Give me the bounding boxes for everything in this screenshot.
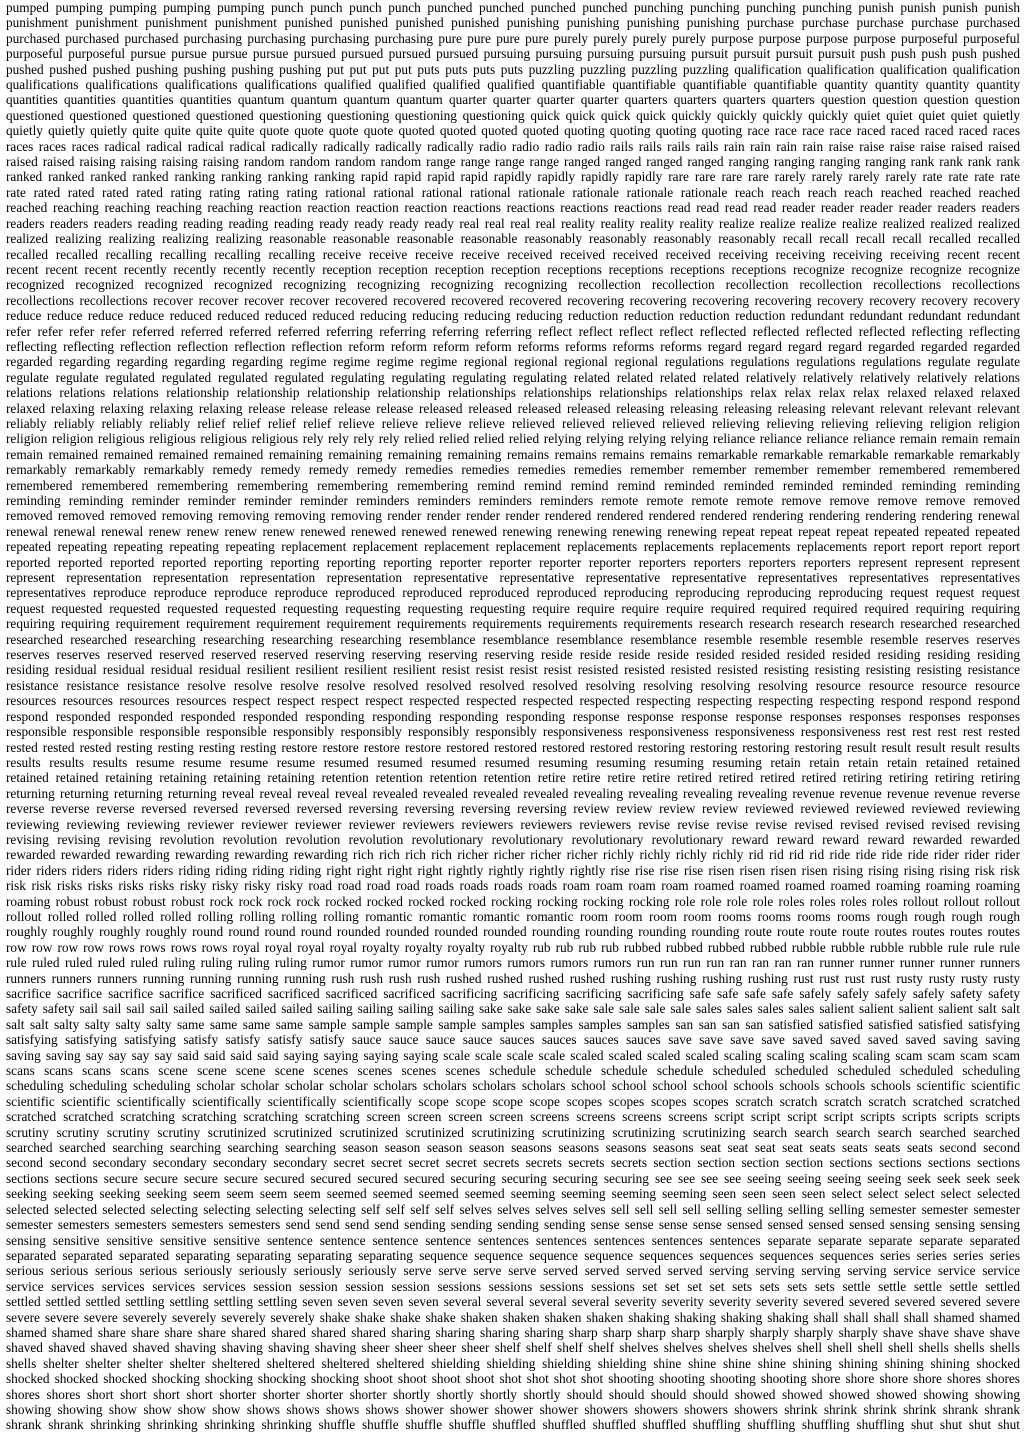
text-line: shamed shamed share share share share shared shared shared shared sharing sharing sharing sharing sharp sharp sharp sharp sharply sharply sharply sharply shave shave shave shave	[6, 1324, 1020, 1340]
text-line: pushed pushed pushed pushing pushing pushing pushing put put put put puts puts puts puts puzzling puzzling puzzling puzzling qualification qualification qualification qualification	[6, 61, 1020, 77]
text-line: resistance resistance resistance resolve resolve resolve resolve resolved resolved resolved resolved resolving resolving resolving resolving resource resource resource resource	[6, 677, 1020, 693]
text-line: sensing sensitive sensitive sensitive sensitive sentence sentence sentence sentence sentences sentences sentences sentences sentences separate separate separate separate separated	[6, 1232, 1020, 1248]
text-line: roughly roughly roughly roughly round round round round rounded rounded rounded rounded rounding rounding rounding rounding route route route route routes routes routes routes	[6, 924, 1020, 940]
text-line: severe severe severe severely severely severely severely shake shake shake shake shaken shaken shaken shaken shaking shaking shaking shaking shall shall shall shall shamed shamed	[6, 1309, 1020, 1325]
text-line: researched researched researching researching researching researching resemblance resemblance resemblance resemblance resemble resemble resemble resemble reserves reserves	[6, 631, 1020, 647]
text-line: revising revising revising revolution revolution revolution revolution revolutionary revolutionary revolutionary revolutionary reward reward reward reward rewarded rewarded	[6, 831, 1020, 847]
text-line: removed removed removed removing removing removing removing render render render render rendered rendered rendered rendered rendering rendering rendering rendering renewal	[6, 508, 1020, 524]
text-line: punishment punishment punishment punishment punished punished punished punished punishing punishing punishing punishing purchase purchase purchase purchase purchased	[6, 15, 1020, 31]
text-line: respond responded responded responded responded responding responding responding responding response response response response responses responses responses responses	[6, 708, 1020, 724]
text-line: refer refer refer refer referred referred referred referred referring referring referring referring reflect reflect reflect reflect reflected reflected reflected reflected reflecting reflecting	[6, 323, 1020, 339]
text-line: relations relations relations relationship relationship relationship relationship relationships relationships relationships relationships relax relax relax relax relaxed relaxed relaxed	[6, 385, 1020, 401]
text-line: residing residual residual residual residual resilient resilient resilient resilient resist resist resist resist resisted resisted resisted resisted resisting resisting resisting resisting resistance	[6, 662, 1020, 678]
text-line: roaming robust robust robust robust rock rock rock rock rocked rocked rocked rocked rocking rocking rocking rocking role role role role roles roles roles roles rollout rollout rollout	[6, 893, 1020, 909]
text-line: semester semesters semesters semesters semesters send send send send sending sending sending sending sense sense sense sense sensed sensed sensed sensed sensing sensing sensing	[6, 1217, 1020, 1233]
text-line: purposeful purposeful pursue pursue pursue pursue pursued pursued pursued pursued pursuing pursuing pursuing pursuing pursuit pursuit pursuit pursuit push push push push pushed	[6, 46, 1020, 62]
text-line: remembered remembered remembering remembering remembering remembering remind remind remind remind reminded reminded reminded reminded reminding reminding	[6, 477, 1020, 493]
text-line: responsible responsible responsible responsible responsibly responsibly responsibly responsibly responsiveness responsiveness responsiveness responsiveness rest rest rest rest rested	[6, 724, 1020, 740]
text-line: scrutiny scrutiny scrutiny scrutiny scrutinized scrutinized scrutinized scrutinized scrutinizing scrutinizing scrutinizing scrutinizing search search search search searched searched	[6, 1124, 1020, 1140]
text-line: reflecting reflecting reflection reflection reflection reflection reform reform reform reform reforms reforms reforms reforms regard regard regard regard regarded regarded regarded	[6, 338, 1020, 354]
text-line: quantities quantities quantities quantities quantum quantum quantum quantum quarter quarter quarter quarter quarters quarters quarters quarters question question question question	[6, 92, 1020, 108]
text-line: reliably reliably reliably reliably relief relief relief relief relieve relieve relieve relieve relieved relieved relieved relieved relieving relieving relieving relieving religion religion	[6, 415, 1020, 431]
text-line: repeated repeating repeating repeating repeating replacement replacement replacement replacement replacements replacements replacements replacements report report report report	[6, 539, 1020, 555]
text-line: settled settled settled settling settling settling settling seven seven seven seven several several several several severity severity severity severity severed severed severed severed severe	[6, 1294, 1020, 1310]
text-line: results results results resume resume resume resume resumed resumed resumed resumed resuming resuming resuming resuming retain retain retain retain retained retained	[6, 754, 1020, 770]
text-line: raised raised raising raising raising raising random random random random range range range range ranged ranged ranged ranged ranging ranging ranging ranging rank rank rank rank	[6, 154, 1020, 170]
text-line: rollout rolled rolled rolled rolled rolling rolling rolling rolling romantic romantic romantic romantic room room room room rooms rooms rooms rooms rough rough rough rough	[6, 908, 1020, 924]
text-line: separated separated separated separating separating separating separating sequence sequence sequence sequence sequences sequences sequences sequences series series series series	[6, 1247, 1020, 1263]
text-line: purchased purchased purchased purchasing purchasing purchasing purchasing pure pure pure pure purely purely purely purely purpose purpose purpose purpose purposeful purposeful	[6, 30, 1020, 46]
text-line: represent representation representation representation representation representative representative representative representative representatives representatives representatives	[6, 570, 1020, 586]
text-line: relaxed relaxing relaxing relaxing relaxing release release release release released released released released releasing releasing releasing releasing relevant relevant relevant relevant	[6, 400, 1020, 416]
text-line: showing showing show show show show shows shows shows shows shower shower shower shower showers showers showers showers shrink shrink shrink shrink shrank shrank	[6, 1401, 1020, 1417]
text-line: reviewing reviewing reviewing reviewer reviewer reviewer reviewer reviewers reviewers reviewers reviewers revise revise revise revise revised revised revised revised revising	[6, 816, 1020, 832]
text-line: request requested requested requested requested requesting requesting requesting requesting require require require require required required required required requiring requiring	[6, 600, 1020, 616]
text-line: reverse reverse reverse reversed reversed reversed reversed reversing reversing reversing reversing review review review review reviewed reviewed reviewed reviewed reviewing	[6, 801, 1020, 817]
text-line: risk risk risks risks risks risks risky risky risky risky road road road road roads roads roads roads roam roam roam roam roamed roamed roamed roamed roaming roaming roaming	[6, 878, 1020, 894]
text-line: second second secondary secondary secondary secondary secret secret secret secret secrets secrets secrets secrets section section section section sections sections sections sections	[6, 1155, 1020, 1171]
text-line: reminding reminding reminder reminder reminder reminder reminders reminders reminders reminders remote remote remote remote remove remove remove remove removed	[6, 493, 1020, 508]
text-line: scientific scientific scientifically scientifically scientifically scientifically scope scope scope scope scopes scopes scopes scopes scratch scratch scratch scratch scratched scratched	[6, 1093, 1020, 1109]
text-line: recognized recognized recognized recognized recognizing recognizing recognizing recognizing recollection recollection recollection recollection recollections recollections	[6, 277, 1020, 293]
text-line: reserves reserves reserved reserved reserved reserved reserving reserving reserving reserving reside reside reside reside resided resided resided resided residing residing residing	[6, 647, 1020, 663]
text-line: remarkably remarkably remarkably remedy remedy remedy remedy remedies remedies remedies remedies remember remember remember remember remembered remembered	[6, 462, 1020, 478]
text-line: recollections recollections recover recover recover recover recovered recovered recovered recovered recovering recovering recovering recovering recovery recovery recovery recovery	[6, 292, 1020, 308]
text-line: questioned questioned questioned questioned questioning questioning questioning questioning quick quick quick quick quickly quickly quickly quickly quiet quiet quiet quiet quietly	[6, 107, 1020, 123]
text-line: salt salt salty salty salty salty same same same same sample sample sample sample samples samples samples samples san san san san satisfied satisfied satisfied satisfied satisfying	[6, 1016, 1020, 1032]
text-line: religion religion religious religious religious religious rely rely rely rely relied relied relied relied relying relying relying relying reliance reliance reliance reliance remain remain remain	[6, 431, 1020, 447]
text-line: scratched scratched scratching scratching scratching scratching screen screen screen screen screens screens screens screens script script script script scripts scripts scripts scripts	[6, 1109, 1020, 1125]
text-line: retained retained retaining retaining retaining retaining retention retention retention retention retire retire retire retire retired retired retired retired retiring retiring retiring retiring	[6, 770, 1020, 786]
text-line: rule ruled ruled ruled ruled ruling ruling ruling ruling rumor rumor rumor rumor rumors rumors rumors rumors run run run run ran ran ran ran runner runner runner runner runners	[6, 955, 1020, 971]
text-line: service services services services services session session session session sessions sessions sessions sessions set set set set sets sets sets sets settle settle settle settle settled	[6, 1278, 1020, 1294]
text-line: shrank shrank shrinking shrinking shrinking shrinking shuffle shuffle shuffle shuffle shuffled shuffled shuffled shuffled shuffling shuffling shuffling shuffling shut shut shut shut	[6, 1417, 1020, 1433]
text-line: qualifications qualifications qualifications qualifications qualified qualified qualified qualified quantifiable quantifiable quantifiable quantifiable quantity quantity quantity quantity	[6, 77, 1020, 93]
text-line: row row row row rows rows rows rows royal royal royal royal royalty royalty royalty royalty rub rub rub rub rubbed rubbed rubbed rubbed rubble rubble rubble rubble rule rule rule	[6, 939, 1020, 955]
text-line: representatives reproduce reproduce reproduce reproduce reproduced reproduced reproduced reproduced reproducing reproducing reproducing reproducing request request request	[6, 585, 1020, 601]
text-line: selected selected selected selecting selecting selecting selecting self self self self selves selves selves selves sell sell sell sell selling selling selling selling semester semester semester	[6, 1201, 1020, 1217]
text-line: safety safety sail sail sail sail sailed sailed sailed sailed sailing sailing sailing sailing sake sake sake sake sale sale sale sale sales sales sales sales salient salient salient salient salt salt	[6, 1001, 1020, 1017]
text-line: regarded regarding regarding regarding regarding regime regime regime regime regional regional regional regional regulations regulations regulations regulations regulate regulate	[6, 354, 1020, 370]
text-line: scans scans scans scans scene scene scene scene scenes scenes scenes scenes schedule schedule schedule schedule scheduled scheduled scheduled scheduled scheduling	[6, 1063, 1020, 1079]
text-line: rate rated rated rated rated rating rating rating rating rational rational rational rational rationale rationale rationale rationale reach reach reach reach reached reached reached	[6, 184, 1020, 200]
text-line: quietly quietly quietly quite quite quite quite quote quote quote quote quoted quoted quoted quoted quoting quoting quoting quoting race race race race raced raced raced raced races	[6, 123, 1020, 139]
text-line: reached reaching reaching reaching reaching reaction reaction reaction reaction reactions reactions reactions reactions read read read read reader reader reader reader readers readers	[6, 200, 1020, 216]
text-line: shores shores short short short short shorter shorter shorter shorter shortly shortly shortly shortly should should should should showed showed showed showed showing showing	[6, 1386, 1020, 1402]
text-line: sacrifice sacrifice sacrifice sacrifice sacrificed sacrificed sacrificed sacrificed sacrificing sacrificing sacrificing sacrificing safe safe safe safe safely safely safely safely safety safety	[6, 986, 1020, 1001]
text-line: resources resources resources resources respect respect respect respect respected respected respected respected respecting respecting respecting respecting respond respond respond	[6, 693, 1020, 709]
text-line: shaved shaved shaved shaved shaving shaving shaving shaving sheer sheer sheer sheer shelf shelf shelf shelf shelves shelves shelves shelves shell shell shell shell shells shells shells	[6, 1340, 1020, 1356]
text-line: pumped pumping pumping pumping pumping punch punch punch punch punched punched punched punched punching punching punching punching punish punish punish punish	[6, 0, 1020, 15]
text-line: shocked shocked shocked shocking shocking shocking shocking shoot shoot shoot shoot shot shot shot shot shooting shooting shooting shooting shore shore shore shore shores shores	[6, 1371, 1020, 1387]
text-line: scheduling scheduling scheduling scholar scholar scholar scholar scholars scholars scholars scholars school school school school schools schools schools schools scientific scientific	[6, 1078, 1020, 1094]
text-line: returning returning returning returning reveal reveal reveal reveal revealed revealed revealed revealed revealing revealing revealing revealing revenue revenue revenue revenue reverse	[6, 785, 1020, 801]
text-line: satisfying satisfying satisfying satisfy satisfy satisfy satisfy sauce sauce sauce sauce sauces sauces sauces sauces save save save save saved saved saved saved saving saving	[6, 1032, 1020, 1048]
text-line: readers readers readers reading reading reading reading ready ready ready ready real real real real reality reality reality reality realize realize realize realize realized realized realized	[6, 215, 1020, 231]
text-line: ranked ranked ranked ranked ranking ranking ranking ranking rapid rapid rapid rapid rapidly rapidly rapidly rapidly rare rare rare rare rarely rarely rarely rarely rate rate rate rate	[6, 169, 1020, 185]
text-line: remain remained remained remained remained remaining remaining remaining remaining remains remains remains remains remarkable remarkable remarkable remarkable remarkably	[6, 446, 1020, 462]
text-line: rider riders riders riders riders riding riding riding riding right right right right rightly rightly rightly rightly rise rise rise rise risen risen risen risen rising rising rising rising risk risk	[6, 862, 1020, 878]
text-line: realized realizing realizing realizing realizing reasonable reasonable reasonable reasonable reasonably reasonably reasonably reasonably recall recall recall recall recalled recalled	[6, 231, 1020, 247]
text-line: regulate regulate regulated regulated regulated regulated regulating regulating regulating regulating related related related related relatively relatively relatively relatively relations	[6, 369, 1020, 385]
text-line: reported reported reported reported reporting reporting reporting reporting reporter reporter reporter reporter reporters reporters reporters reporters represent represent represent	[6, 554, 1020, 570]
text-line: serious serious serious serious seriously seriously seriously seriously serve serve serve serve served served served served serving serving serving serving service service service	[6, 1263, 1020, 1279]
text-line: requiring requiring requirement requirement requirement requirement requirements requirements requirements requirements research research research research researched researched	[6, 616, 1020, 632]
text-line: sections sections secure secure secure secure secured secured secured secured securing securing securing securing see see see see seeing seeing seeing seeing seek seek seek seek	[6, 1170, 1020, 1186]
text-line: shells shelter shelter shelter shelter sheltered sheltered sheltered sheltered shielding shielding shielding shielding shine shine shine shine shining shining shining shining shocked	[6, 1355, 1020, 1371]
text-line: runners runners runners running running running running rush rush rush rush rushed rushed rushed rushed rushing rushing rushing rushing rust rust rust rust rusty rusty rusty rusty	[6, 970, 1020, 986]
text-line: recalled recalled recalling recalling recalling recalling receive receive receive receive received received received received receiving receiving receiving receiving recent recent	[6, 246, 1020, 262]
text-line: seeking seeking seeking seeking seem seem seem seem seemed seemed seemed seemed seeming seeming seeming seeming seen seen seen seen select select select select selected	[6, 1186, 1020, 1202]
text-line: renewal renewal renewal renew renew renew renew renewed renewed renewed renewed renewing renewing renewing renewing repeat repeat repeat repeat repeated repeated repeated	[6, 523, 1020, 539]
text-line: searched searched searching searching searching searching season season season season seasons seasons seasons seasons seat seat seat seat seats seats seats seats second second	[6, 1140, 1020, 1156]
text-line: recent recent recent recently recently recently recently reception reception reception reception receptions receptions receptions receptions recognize recognize recognize recognize	[6, 261, 1020, 277]
text-line: rewarded rewarded rewarding rewarding rewarding rewarding rich rich rich rich richer richer richer richer richly richly richly richly rid rid rid rid ride ride ride ride rider rider rider	[6, 847, 1020, 863]
text-line: reduce reduce reduce reduce reduced reduced reduced reduced reducing reducing reducing reducing reduction reduction reduction reduction redundant redundant redundant redundant	[6, 308, 1020, 324]
text-line: rested rested rested resting resting resting resting restore restore restore restore restored restored restored restored restoring restoring restoring restoring result result result result results	[6, 739, 1020, 755]
text-line: races races races radical radical radical radical radically radically radically radically radio radio radio radio rails rails rails rails rain rain rain rain raise raise raise raise raised raised	[6, 138, 1020, 154]
text-line: saving saving say say say say said said said said saying saying saying saying scale scale scale scale scaled scaled scaled scaled scaling scaling scaling scaling scam scam scam scam	[6, 1047, 1020, 1063]
